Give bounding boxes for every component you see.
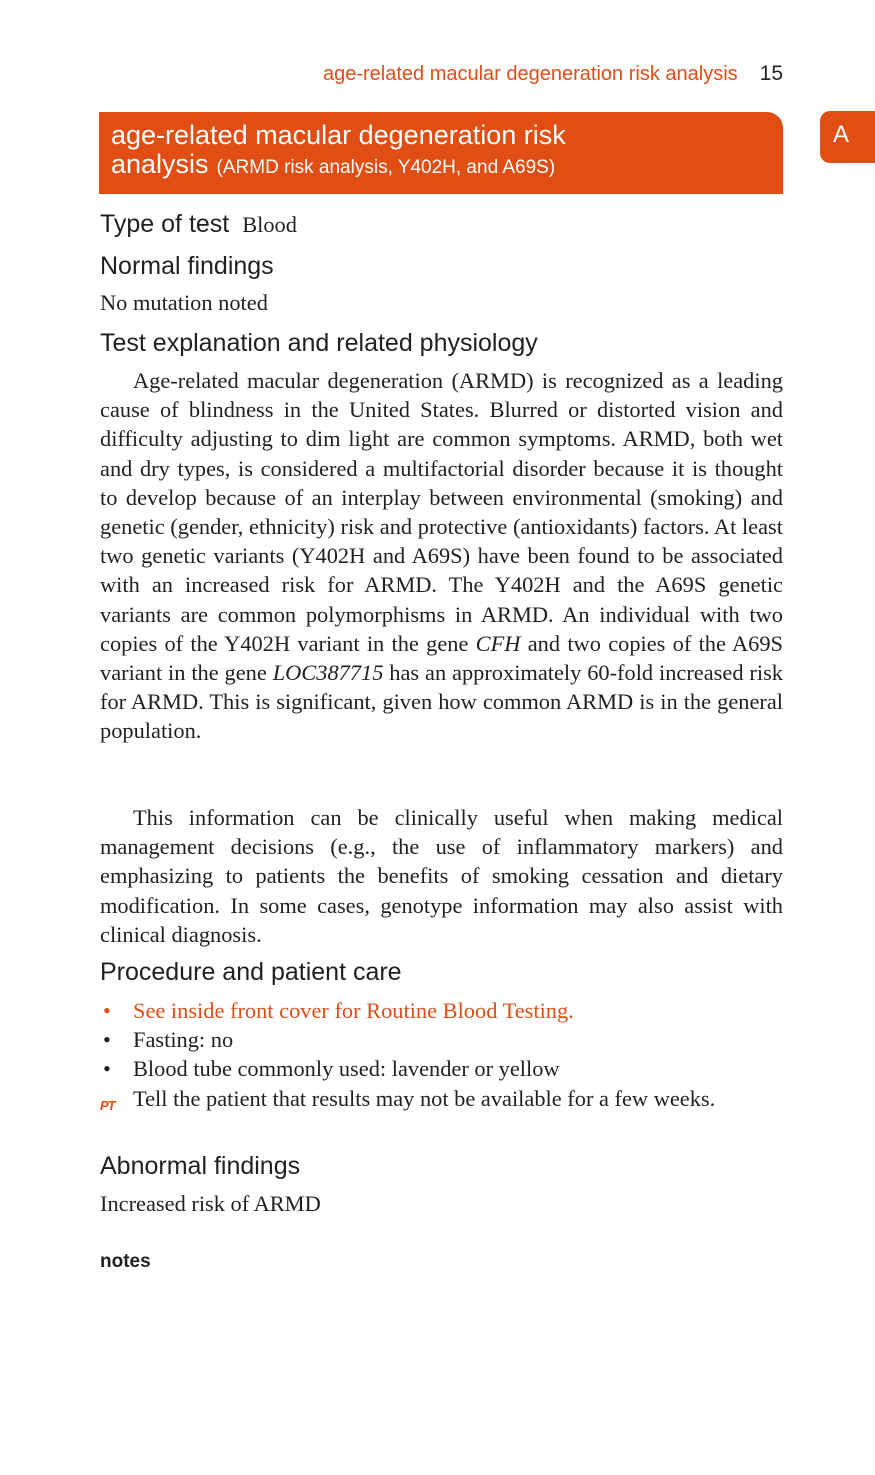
running-head	[323, 62, 783, 86]
explanation-paragraph-1	[100, 366, 783, 746]
thumb-index-tab	[820, 111, 875, 163]
normal-findings-text: No mutation noted	[100, 290, 268, 315]
explanation-paragraph-2: This information can be clinically useful when making medical management decisions (e.g., the use of inflammatory markers) and emphasizing to patients the benefits of smoking cessation and dietary modification. In some cases, genotype information may also assist with clinical diagnosis.	[100, 805, 783, 947]
gene-cfh: CFH	[475, 630, 521, 656]
explanation-p1-part2: and two copies of the A69S variant in the gene	[100, 630, 783, 686]
procedure-list	[100, 996, 783, 1113]
title-banner	[99, 112, 783, 194]
procedure-pt-item	[100, 1084, 783, 1113]
procedure-tube-item	[100, 1054, 783, 1083]
normal-findings-heading: Normal findings	[100, 252, 274, 280]
notes-label: notes	[100, 1251, 151, 1272]
type-of-test-label: Type of test	[100, 210, 230, 238]
type-of-test-heading	[100, 210, 297, 239]
title-line-2: analysis	[111, 149, 209, 179]
explanation-heading: Test explanation and related physiology	[100, 329, 538, 357]
patient-teaching-text: Tell the patient that results may not be available for a few weeks.	[133, 1085, 716, 1111]
patient-teaching-icon: PT	[100, 1097, 115, 1113]
gene-loc387715: LOC387715	[272, 660, 384, 686]
procedure-link-item[interactable]	[100, 996, 783, 1025]
bullet-icon: •	[103, 998, 111, 1023]
abnormal-findings-heading: Abnormal findings	[100, 1152, 301, 1180]
bullet-icon: •	[103, 1056, 111, 1082]
thumb-index-letter: A	[833, 121, 850, 148]
procedure-heading: Procedure and patient care	[100, 958, 402, 986]
running-head-title: age-related macular degeneration risk analysis	[322, 63, 738, 85]
type-of-test-value: Blood	[242, 212, 297, 237]
page-number: 15	[759, 62, 783, 85]
fasting-text: Fasting: no	[133, 1027, 234, 1053]
routine-blood-testing-link[interactable]: See inside front cover for Routine Blood Testing.	[133, 998, 574, 1023]
blood-tube-text: Blood tube commonly used: lavender or yellow	[133, 1056, 560, 1082]
abnormal-findings-text: Increased risk of ARMD	[100, 1191, 321, 1216]
explanation-p1-part3: has an approximately 60-fold increased risk for ARMD. This is significant, given how common ARMD is in the general population.	[100, 660, 783, 744]
explanation-p1-part1: Age-related macular degeneration (ARMD) is recognized as a leading cause of blindness in the United States. Blurred or distorted vision and difficulty adjusting to dim light are common symptoms. ARMD, both wet and dry types, is considered a multifactorial disorder because it is thought to develop because of an interplay between environmental (smoking) and genetic (gender, ethnicity) risk and protective (antioxidants) factors. At least two genetic variants (Y402H and A69S) have been found to be associated with an increased risk for ARMD. The Y402H and the A69S genetic variants are common polymorphisms in ARMD. An individual with two copies of the Y402H variant in the gene	[100, 368, 783, 656]
title-line-1: age-related macular degeneration risk	[111, 120, 566, 150]
procedure-fasting-item	[100, 1025, 783, 1054]
bullet-icon: •	[103, 1027, 111, 1053]
title-subtitle: (ARMD risk analysis, Y402H, and A69S)	[216, 157, 556, 178]
